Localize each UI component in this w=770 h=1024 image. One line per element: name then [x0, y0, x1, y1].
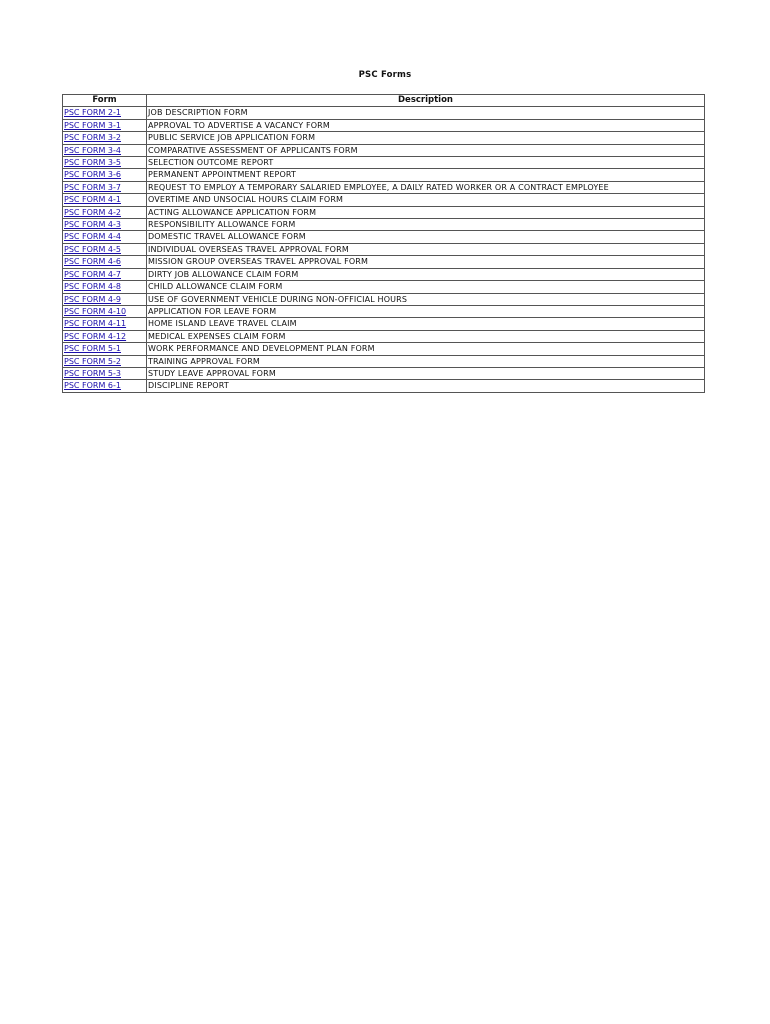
form-link[interactable]: PSC FORM 3-6	[64, 170, 121, 180]
description-cell: MEDICAL EXPENSES CLAIM FORM	[147, 330, 705, 342]
description-cell: DISCIPLINE REPORT	[147, 380, 705, 392]
form-cell	[63, 107, 147, 119]
table-header-row	[63, 95, 705, 107]
form-cell	[63, 343, 147, 355]
description-cell: APPROVAL TO ADVERTISE A VACANCY FORM	[147, 119, 705, 131]
form-link[interactable]: PSC FORM 4-7	[64, 269, 121, 279]
forms-table-body	[63, 107, 705, 392]
form-link[interactable]: PSC FORM 3-4	[64, 145, 121, 155]
form-cell	[63, 132, 147, 144]
table-row	[63, 169, 705, 181]
table-row	[63, 355, 705, 367]
description-cell: HOME ISLAND LEAVE TRAVEL CLAIM	[147, 318, 705, 330]
form-link[interactable]: PSC FORM 4-4	[64, 232, 121, 242]
table-row	[63, 206, 705, 218]
form-cell	[63, 281, 147, 293]
form-cell	[63, 144, 147, 156]
table-row	[63, 194, 705, 206]
description-cell: APPLICATION FOR LEAVE FORM	[147, 305, 705, 317]
forms-table	[62, 94, 705, 393]
form-column-header: Form	[63, 95, 147, 107]
form-cell	[63, 157, 147, 169]
form-cell	[63, 194, 147, 206]
description-cell: PUBLIC SERVICE JOB APPLICATION FORM	[147, 132, 705, 144]
description-cell: WORK PERFORMANCE AND DEVELOPMENT PLAN FORM	[147, 343, 705, 355]
form-link[interactable]: PSC FORM 5-1	[64, 344, 121, 354]
form-link[interactable]: PSC FORM 5-3	[64, 368, 121, 378]
form-cell	[63, 330, 147, 342]
form-link[interactable]: PSC FORM 4-1	[64, 195, 121, 205]
description-cell: RESPONSIBILITY ALLOWANCE FORM	[147, 219, 705, 231]
form-cell	[63, 380, 147, 392]
table-row	[63, 318, 705, 330]
form-link[interactable]: PSC FORM 4-3	[64, 220, 121, 230]
form-link[interactable]: PSC FORM 3-7	[64, 182, 121, 192]
table-row	[63, 305, 705, 317]
table-row	[63, 119, 705, 131]
table-row	[63, 107, 705, 119]
form-link[interactable]: PSC FORM 4-9	[64, 294, 121, 304]
description-cell: JOB DESCRIPTION FORM	[147, 107, 705, 119]
table-row	[63, 157, 705, 169]
table-row	[63, 343, 705, 355]
form-link[interactable]: PSC FORM 4-10	[64, 306, 127, 316]
form-link[interactable]: PSC FORM 4-8	[64, 282, 121, 292]
form-link[interactable]: PSC FORM 4-12	[64, 331, 127, 341]
form-link[interactable]: PSC FORM 5-2	[64, 356, 121, 366]
description-cell: SELECTION OUTCOME REPORT	[147, 157, 705, 169]
description-cell: REQUEST TO EMPLOY A TEMPORARY SALARIED EMPLOYEE, A DAILY RATED WORKER OR A CONTRACT EMPLOYEE	[147, 181, 705, 193]
form-link[interactable]: PSC FORM 4-6	[64, 257, 121, 267]
form-link[interactable]: PSC FORM 4-2	[64, 207, 121, 217]
table-row	[63, 219, 705, 231]
form-link[interactable]: PSC FORM 3-1	[64, 120, 121, 130]
table-row	[63, 243, 705, 255]
description-cell: COMPARATIVE ASSESSMENT OF APPLICANTS FORM	[147, 144, 705, 156]
form-link[interactable]: PSC FORM 3-2	[64, 133, 121, 143]
form-link[interactable]: PSC FORM 4-11	[64, 319, 127, 329]
description-cell: ACTING ALLOWANCE APPLICATION FORM	[147, 206, 705, 218]
description-cell: INDIVIDUAL OVERSEAS TRAVEL APPROVAL FORM	[147, 243, 705, 255]
table-row	[63, 144, 705, 156]
description-cell: STUDY LEAVE APPROVAL FORM	[147, 367, 705, 379]
table-row	[63, 268, 705, 280]
description-cell: CHILD ALLOWANCE CLAIM FORM	[147, 281, 705, 293]
form-cell	[63, 293, 147, 305]
description-cell: DOMESTIC TRAVEL ALLOWANCE FORM	[147, 231, 705, 243]
form-cell	[63, 206, 147, 218]
form-cell	[63, 305, 147, 317]
table-row	[63, 367, 705, 379]
form-cell	[63, 231, 147, 243]
form-cell	[63, 256, 147, 268]
table-row	[63, 132, 705, 144]
description-cell: MISSION GROUP OVERSEAS TRAVEL APPROVAL FORM	[147, 256, 705, 268]
form-cell	[63, 181, 147, 193]
page-title: PSC Forms	[358, 70, 412, 80]
form-cell	[63, 268, 147, 280]
table-row	[63, 293, 705, 305]
form-cell	[63, 367, 147, 379]
description-cell: USE OF GOVERNMENT VEHICLE DURING NON-OFFICIAL HOURS	[147, 293, 705, 305]
form-cell	[63, 243, 147, 255]
description-cell: DIRTY JOB ALLOWANCE CLAIM FORM	[147, 268, 705, 280]
form-link[interactable]: PSC FORM 4-5	[64, 244, 121, 254]
form-link[interactable]: PSC FORM 6-1	[64, 381, 121, 391]
description-cell: TRAINING APPROVAL FORM	[147, 355, 705, 367]
table-row	[63, 330, 705, 342]
form-cell	[63, 219, 147, 231]
form-cell	[63, 169, 147, 181]
description-cell: OVERTIME AND UNSOCIAL HOURS CLAIM FORM	[147, 194, 705, 206]
form-cell	[63, 355, 147, 367]
table-row	[63, 256, 705, 268]
table-row	[63, 181, 705, 193]
form-link[interactable]: PSC FORM 2-1	[64, 108, 121, 118]
table-row	[63, 380, 705, 392]
table-row	[63, 281, 705, 293]
table-row	[63, 231, 705, 243]
form-link[interactable]: PSC FORM 3-5	[64, 158, 121, 168]
description-cell: PERMANENT APPOINTMENT REPORT	[147, 169, 705, 181]
description-column-header: Description	[147, 95, 705, 107]
form-cell	[63, 119, 147, 131]
form-cell	[63, 318, 147, 330]
